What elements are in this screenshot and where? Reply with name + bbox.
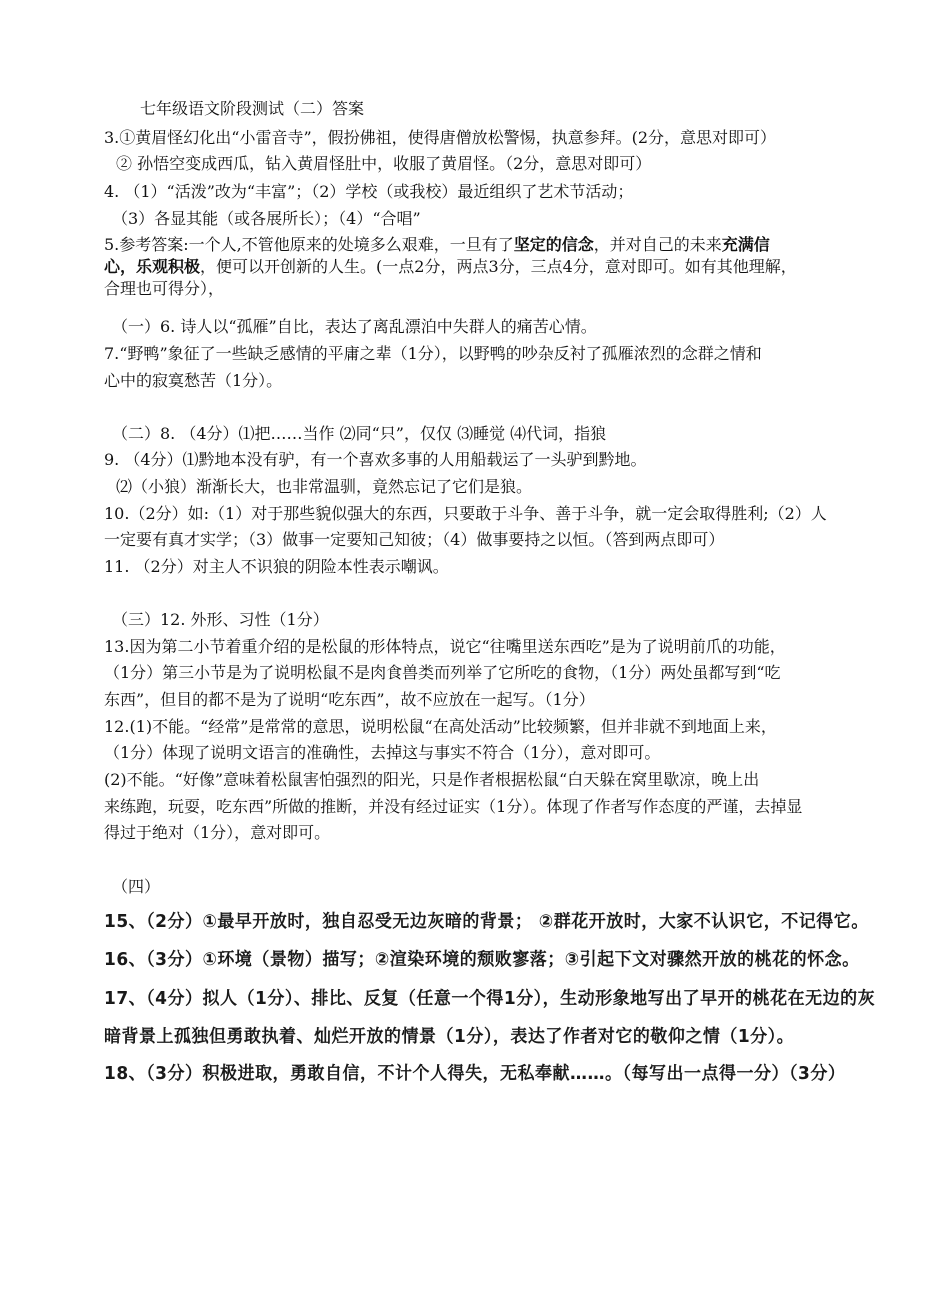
answer-9-line2: ⑵（小狼）渐渐长大，也非常温驯，竟然忘记了它们是狼。: [116, 477, 533, 496]
answer-5-text-c: ，并对自己的未来: [593, 235, 722, 254]
answer-7-line1: 7.“野鸭”象征了一些缺乏感情的平庸之辈（1分），以野鸭的吵杂反衬了孤雁浓烈的念群之情和: [104, 344, 762, 363]
answer-9-line1: 9. （4分）⑴黔地本没有驴，有一个喜欢多事的人用船载运了一头驴到黔地。: [104, 450, 647, 469]
answer-3-part2: ② 孙悟空变成西瓜，钻入黄眉怪肚中，收服了黄眉怪。（2分，意思对即可）: [116, 154, 652, 173]
scanned-answer-16: 16、（3分）①环境（景物）描写；②渲染环境的颓败寥落；③引起下文对骤然开放的桃花的怀念。: [104, 949, 860, 971]
answer-12b-line1: 12.(1)不能。“经常”是常常的意思，说明松鼠“在高处活动”比较频繁，但并非就不到地面上来，: [104, 717, 777, 736]
answer-5-line3: 合理也可得分），: [104, 279, 225, 298]
answer-5-line2: [104, 256, 797, 278]
section-1-answer-6: （一）6. 诗人以“孤雁”自比，表达了离乱漂泊中失群人的痛苦心情。: [112, 317, 597, 336]
scanned-answer-15: 15、（2分）①最早开放时，独自忍受无边灰暗的背景； ②群花开放时，大家不认识它，不记得它。: [104, 911, 869, 933]
answer-5-bold-belief: 坚定的信念: [513, 235, 594, 254]
scanned-answer-17-line1: 17、（4分）拟人（1分）、排比、反复（任意一个得1分），生动形象地写出了早开的桃花在无边的灰: [104, 988, 876, 1010]
answer-4-line2: （3）各显其能（或各展所长）；（4）“合唱”: [112, 209, 421, 228]
answer-12b-line3: (2)不能。“好像”意味着松鼠害怕强烈的阳光，只是作者根据松鼠“白天躲在窝里歇凉，晚上出: [104, 770, 760, 789]
answer-10-line2: 一定要有真才实学；（3）做事一定要知己知彼；（4）做事要持之以恒。（答到两点即可）: [104, 530, 725, 549]
section-4-heading: （四）: [112, 877, 161, 896]
answer-5-line1: [104, 234, 770, 256]
answer-11: 11. （2分）对主人不识狼的阴险本性表示嘲讽。: [104, 557, 449, 576]
scanned-answer-17-line2: 暗背景上孤独但勇敢执着、灿烂开放的情景（1分），表达了作者对它的敬仰之情（1分）。: [104, 1026, 795, 1048]
scanned-answer-18: 18、（3分）积极进取，勇敢自信，不计个人得失，无私奉献……。（每写出一点得一分）（3分）: [104, 1063, 846, 1085]
answer-5-text-a: 5.参考答案:一个人,不管他原来的处境多么艰难，一旦有了: [104, 235, 514, 254]
document-title: 七年级语文阶段测试（二）答案: [140, 99, 365, 118]
section-3-answer-12: （三）12. 外形、习性（1分）: [112, 610, 329, 629]
section-2-answer-8: （二）8. （4分）⑴把……当作 ⑵同“只”，仅仅 ⑶睡觉 ⑷代词，指狼: [112, 424, 607, 443]
answer-7-line2: 心中的寂寞愁苦（1分）。: [104, 371, 283, 390]
answer-4-line1: 4. （1）“活泼”改为“丰富”；（2）学校（或我校）最近组织了艺术节活动；: [104, 182, 634, 201]
answer-5-bold-full: 充满信: [721, 235, 770, 254]
answer-13-line2: （1分）第三小节是为了说明松鼠不是肉食兽类而列举了它所吃的食物，（1分）两处虽都写到“吃: [104, 663, 781, 682]
answer-12b-line4: 来练跑，玩耍，吃东西”所做的推断，并没有经过证实（1分）。体现了作者写作态度的严谨，去掉显: [104, 797, 803, 816]
answer-12b-line2: （1分）体现了说明文语言的准确性，去掉这与事实不符合（1分），意对即可。: [104, 743, 661, 762]
answer-5-bold-optimistic: 心，乐观积极: [104, 257, 201, 276]
answer-13-line3: 东西”，但目的都不是为了说明“吃东西”，故不应放在一起写。（1分）: [104, 690, 595, 709]
answer-10-line1: 10.（2分）如:（1）对于那些貌似强大的东西，只要敢于斗争、善于斗争，就一定会取得胜利;（2）人: [104, 504, 827, 523]
answer-5-text-b: ，便可以开创新的人生。(一点2分，两点3分，三点4分，意对即可。如有其他理解，: [200, 257, 797, 276]
answer-12b-line5: 得过于绝对（1分），意对即可。: [104, 823, 331, 842]
answer-3-part1: 3.①黄眉怪幻化出“小雷音寺”，假扮佛祖，使得唐僧放松警惕，执意参拜。(2分，意思对即可）: [104, 128, 777, 147]
answer-13-line1: 13.因为第二小节着重介绍的是松鼠的形体特点，说它“往嘴里送东西吃”是为了说明前爪的功能，: [104, 637, 786, 656]
